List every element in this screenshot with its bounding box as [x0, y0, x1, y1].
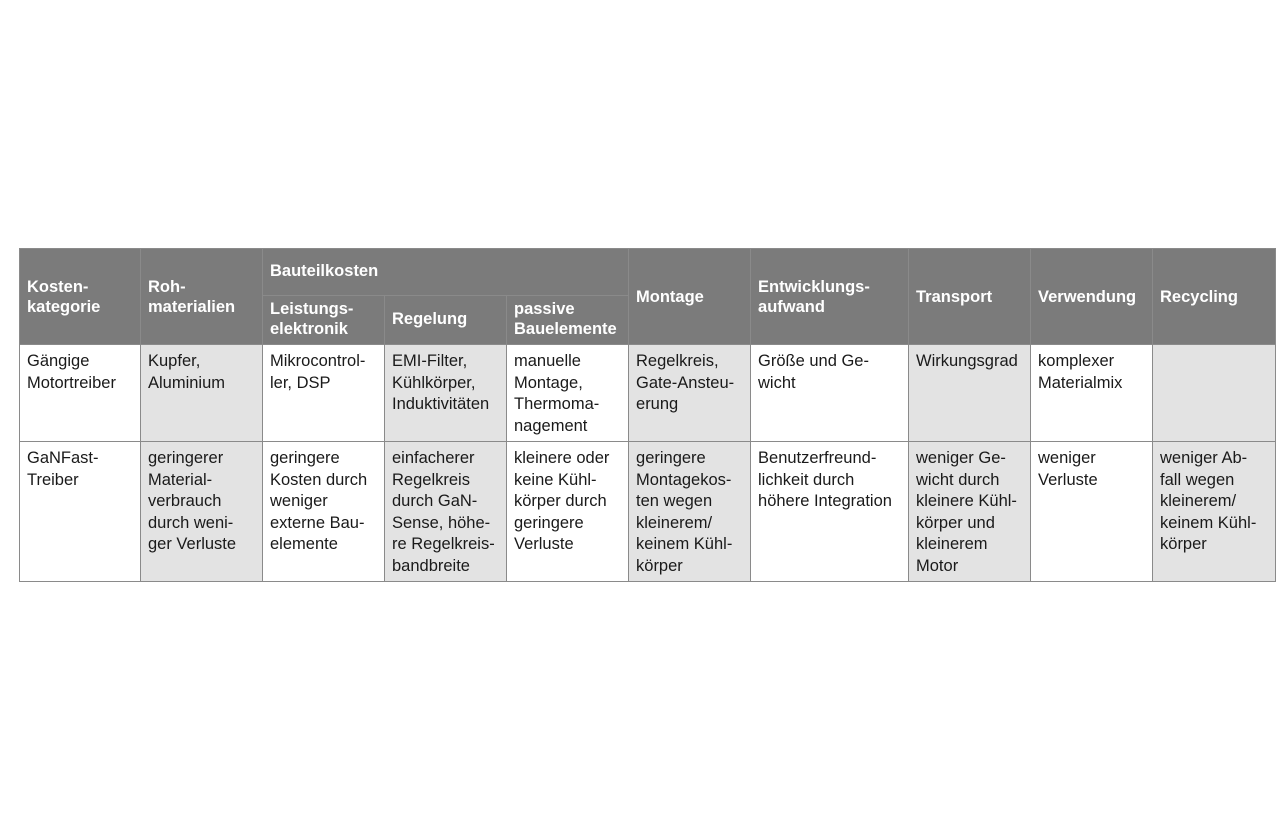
table-row-gaengige-motortreiber: [20, 345, 1276, 442]
cell-rohmaterialien: geringerer Material- verbrauch durch weni- ger Verluste: [141, 442, 263, 582]
cell-entwicklungsaufwand: Größe und Ge- wicht: [751, 345, 909, 442]
header-verwendung: Verwendung: [1031, 249, 1153, 345]
header-leistungselektronik: Leistungs- elektronik: [263, 296, 385, 345]
header-regelung: Regelung: [385, 296, 507, 345]
cell-entwicklungsaufwand: Benutzerfreund- lichkeit durch höhere Integration: [751, 442, 909, 582]
table-row-ganfast-treiber: [20, 442, 1276, 582]
cell-recycling: weniger Ab- fall wegen kleinerem/ keinem Kühl- körper: [1153, 442, 1276, 582]
cell-leistungselektronik: geringere Kosten durch weniger externe Bau- elemente: [263, 442, 385, 582]
header-rohmaterialien: Roh- materialien: [141, 249, 263, 345]
header-montage: Montage: [629, 249, 751, 345]
header-kostenkategorie: Kosten- kategorie: [20, 249, 141, 345]
cell-regelung: einfacherer Regelkreis durch GaN- Sense, höhe- re Regelkreis- bandbreite: [385, 442, 507, 582]
cell-transport: weniger Ge- wicht durch kleinere Kühl- körper und kleinerem Motor: [909, 442, 1031, 582]
cell-montage: geringere Montagekos- ten wegen kleinerem/ keinem Kühl- körper: [629, 442, 751, 582]
cell-montage: Regelkreis, Gate-Ansteu- erung: [629, 345, 751, 442]
header-entwicklungsaufwand: Entwicklungs- aufwand: [751, 249, 909, 345]
header-passive-bauelemente: passive Bauelemente: [507, 296, 629, 345]
cell-transport: Wirkungsgrad: [909, 345, 1031, 442]
cell-verwendung: komplexer Materialmix: [1031, 345, 1153, 442]
cell-rohmaterialien: Kupfer, Aluminium: [141, 345, 263, 442]
cell-regelung: EMI-Filter, Kühlkörper, Induktivitäten: [385, 345, 507, 442]
cost-comparison-table: [19, 248, 1276, 582]
header-bauteilkosten: Bauteilkosten: [263, 249, 629, 296]
cell-verwendung: weniger Verluste: [1031, 442, 1153, 582]
cell-passive-bauelemente: manuelle Montage, Thermoma- nagement: [507, 345, 629, 442]
cell-leistungselektronik: Mikrocontrol- ler, DSP: [263, 345, 385, 442]
cell-passive-bauelemente: kleinere oder keine Kühl- körper durch geringere Verluste: [507, 442, 629, 582]
header-row-top: [20, 249, 1276, 296]
table-body: [20, 345, 1276, 582]
cell-recycling: [1153, 345, 1276, 442]
header-recycling: Recycling: [1153, 249, 1276, 345]
cell-category: Gängige Motortreiber: [20, 345, 141, 442]
header-transport: Transport: [909, 249, 1031, 345]
cell-category: GaNFast- Treiber: [20, 442, 141, 582]
table-header: [20, 249, 1276, 345]
